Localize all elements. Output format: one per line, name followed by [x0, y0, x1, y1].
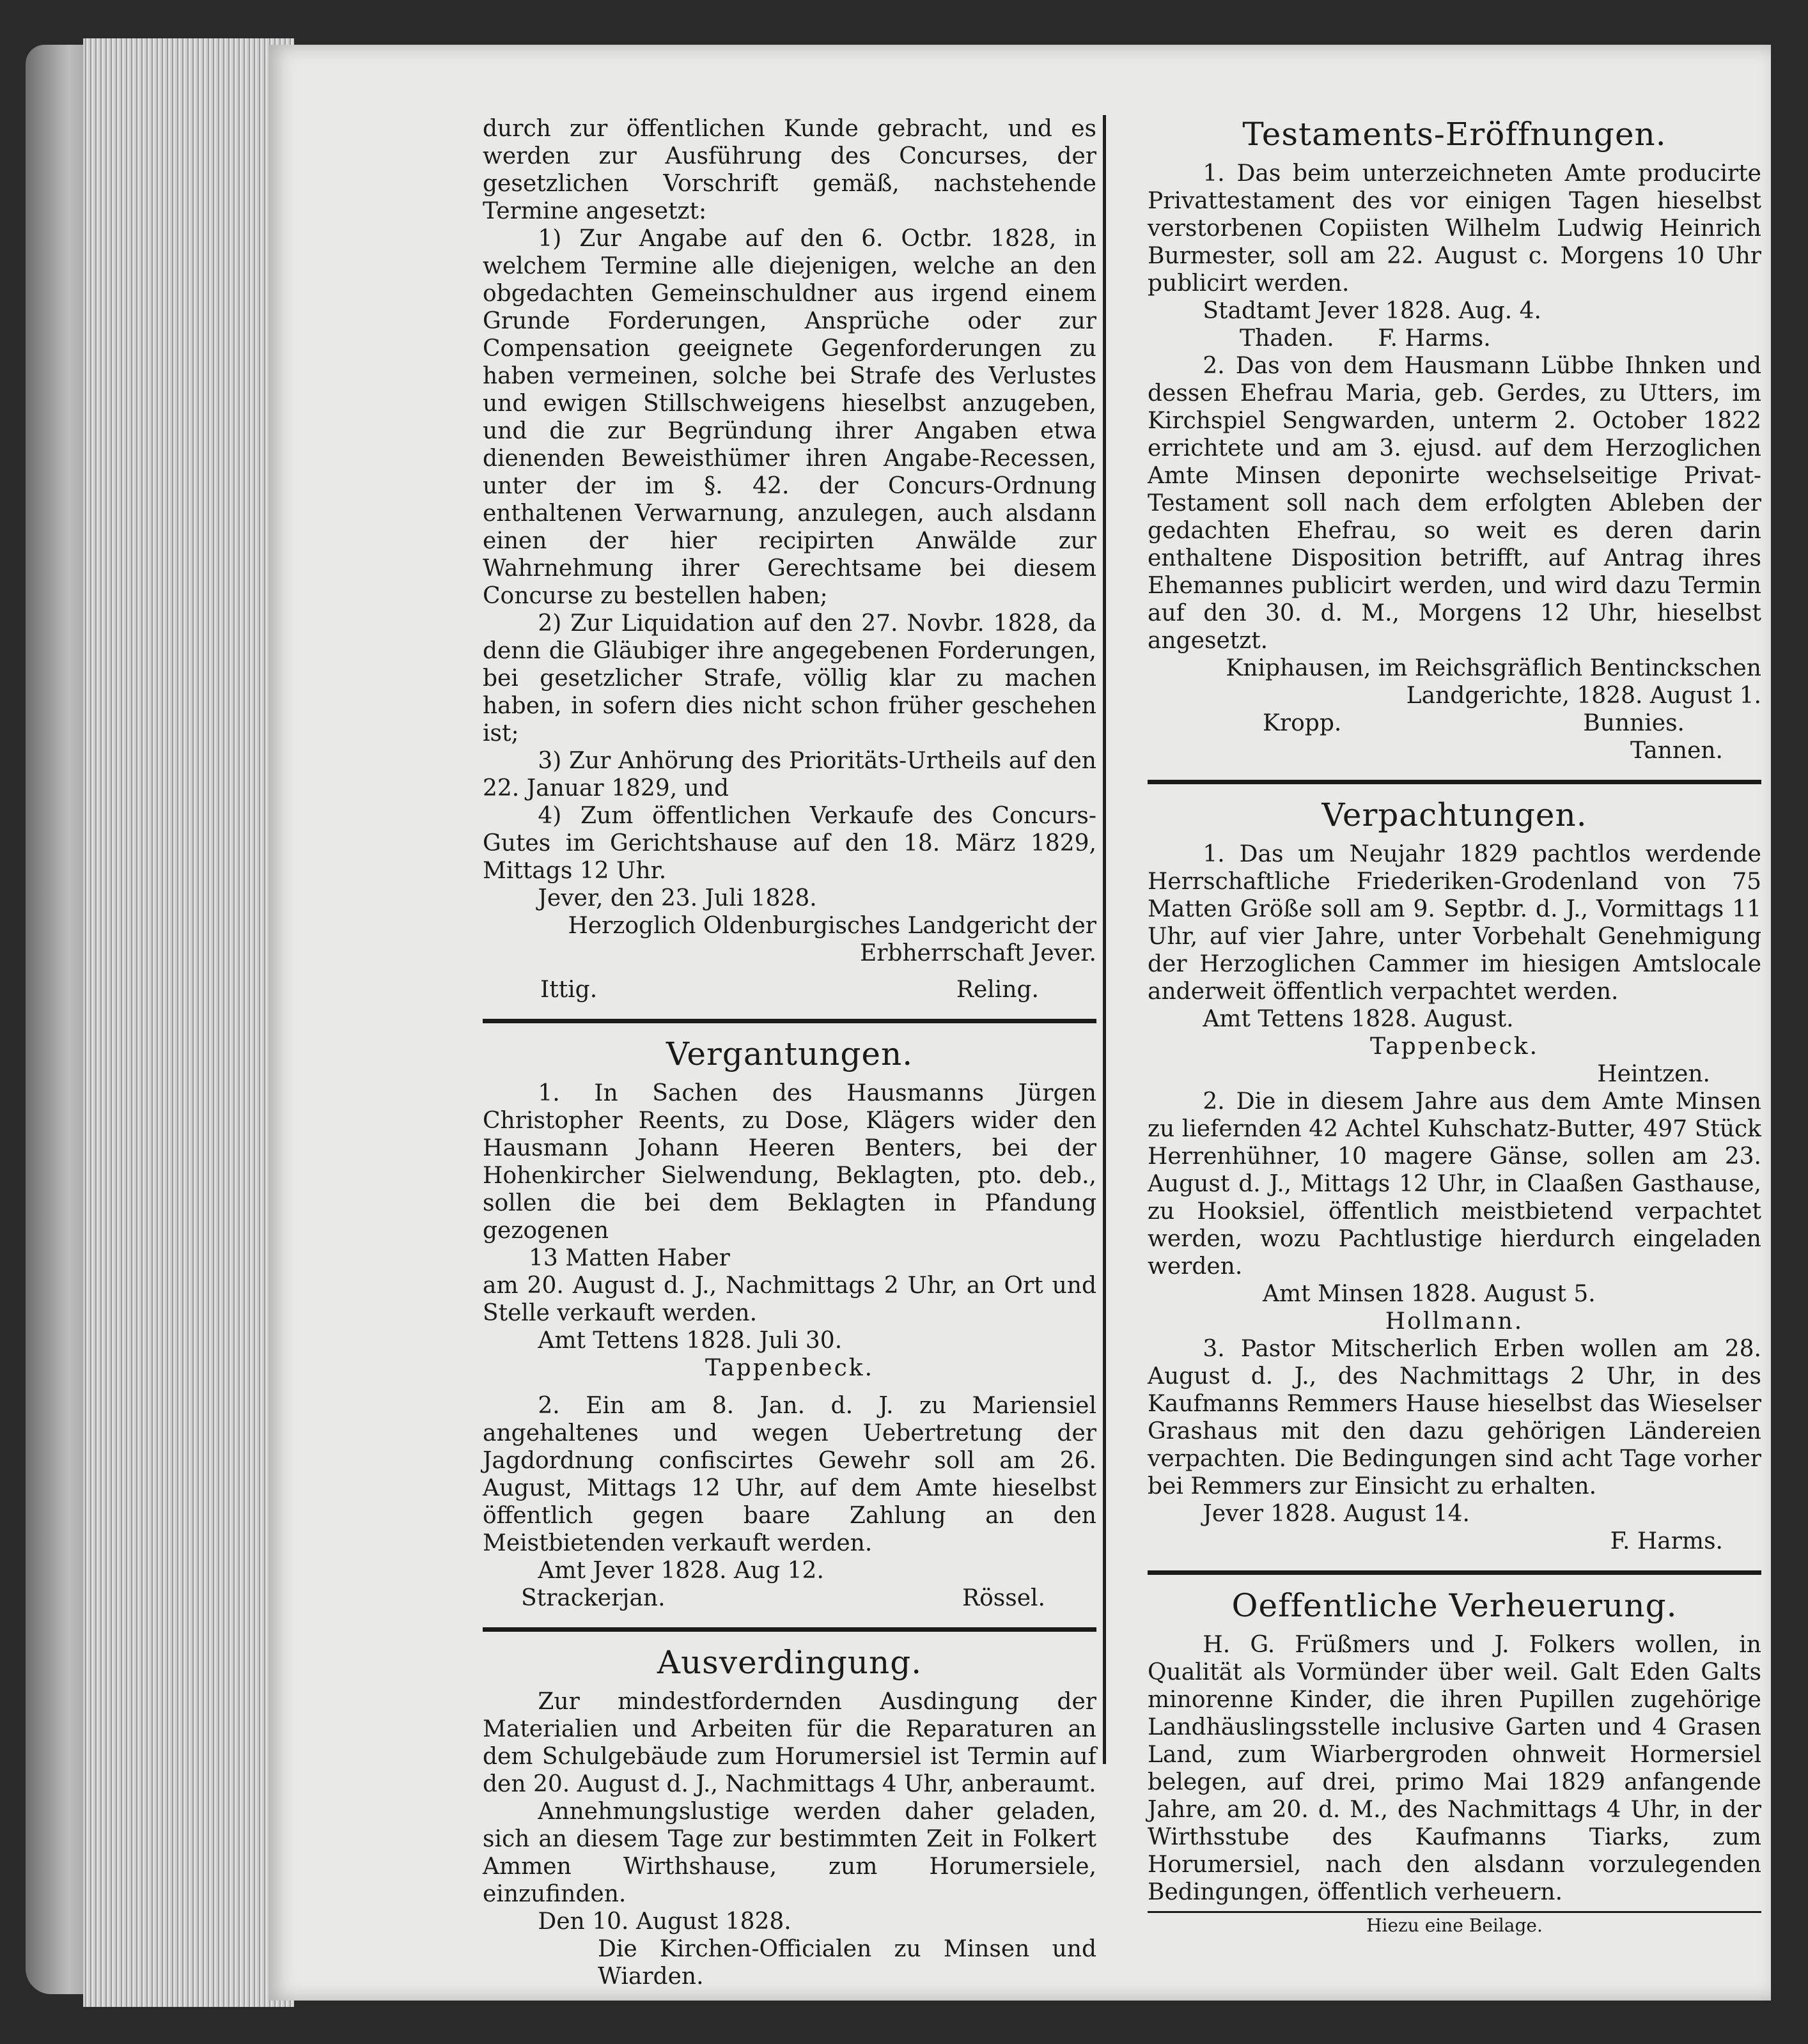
ausverdingung-text-2: Annehmungslustige werden daher geladen, sich an diesem Tage zur bestimmten Zeit in Folkert Ammen Wirthshause, zum Horumersiele, einzufinden.	[483, 1799, 1096, 1907]
vergantungen-item-1-signature: Tappenbeck.	[705, 1355, 875, 1381]
testamente-item-1-signature: Thaden. F. Harms.	[1240, 325, 1491, 352]
vergantungen-item-2-signature-right: Rössel.	[962, 1585, 1045, 1611]
verpachtungen-item-1-place: Amt Tettens 1828. August.	[1203, 1006, 1514, 1032]
section-rule	[483, 1019, 1096, 1023]
section-rule	[1148, 1570, 1761, 1575]
verpachtungen-item-3-signature: F. Harms.	[1610, 1528, 1723, 1554]
ausverdingung-signature: Die Kirchen-Officialen zu Minsen und Wiarden.	[598, 1936, 1096, 1990]
concurs-term-3: 3) Zur Anhörung des Prioritäts-Urtheils auf den 22. Januar 1829, und	[483, 748, 1096, 801]
verpachtungen-item-1-signature-1: Tappenbeck.	[1369, 1034, 1539, 1060]
vergantungen-item-2-place: Amt Jever 1828. Aug 12.	[538, 1558, 824, 1584]
verpachtungen-item-2: 2. Die in diesem Jahre aus dem Amte Minsen zu liefernden 42 Achtel Kuhschatz-Butter, 497 Stück Herrenhühner, 10 magere Gänse, sollen am 23. August d. J., Mittags 12 Uhr, in Claaßen Gasthause, zu Hooksiel, öffentlich meistbietend verpachtet werden, wozu Pachtlustige hierdurch eingeladen werden.	[1148, 1088, 1761, 1280]
vergantungen-goods: 13 Matten Haber	[529, 1245, 730, 1271]
concurs-term-1: 1) Zur Angabe auf den 6. Octbr. 1828, in welchem Termine alle diejenigen, welche an den obgedachten Gemeinschuldner aus irgend einem Grunde Forderungen, Ansprüche oder zur Compensation geeignete Gegenforderungen zu haben vermeinen, solche bei Strafe des Verlustes und ewigen Stillschweigens hieselbst anzugeben, und die zur Begründung ihrer Angaben etwa dienenden Beweisthümer ihren Angabe-Recessen, unter der im §. 42. der Concurs-Ordnung enthaltenen Verwarnung, anzulegen, auch alsdann einen der hier recipirten Anwälde zur Wahrnehmung ihrer Gerechtsame bei diesem Concurse zu bestellen haben;	[483, 226, 1096, 609]
testamente-item-2-signature-third: Tannen.	[1630, 738, 1723, 764]
verpachtungen-heading: Verpachtungen.	[1321, 796, 1587, 833]
verpachtungen-item-3-place: Jever 1828. August 14.	[1203, 1501, 1470, 1527]
section-rule	[1148, 780, 1761, 784]
right-column	[1148, 115, 1761, 1939]
testamente-item-2-signature-right: Bunnies.	[1583, 710, 1685, 736]
verpachtungen-item-1-signature-2: Heintzen.	[1597, 1061, 1710, 1087]
supplement-note: Hiezu eine Beilage.	[1366, 1915, 1543, 1936]
verpachtungen-item-3: 3. Pastor Mitscherlich Erben wollen am 28. August d. J., des Nachmittags 2 Uhr, in des Kaufmanns Remmers Hause hieselbst das Wieselser Grashaus mit den dazu gehörigen Ländereien verpachten. Die Bedingungen sind acht Tage vorher bei Remmers zur Einsicht zu erhalten.	[1148, 1336, 1761, 1499]
vergantungen-item-1-rest: am 20. August d. J., Nachmittags 2 Uhr, an Ort und Stelle verkauft werden.	[483, 1273, 1096, 1326]
testamente-item-1-place: Stadtamt Jever 1828. Aug. 4.	[1203, 298, 1542, 324]
section-rule	[483, 1627, 1096, 1632]
concurs-court: Herzoglich Oldenburgisches Landgericht der Erbherrschaft Jever.	[568, 913, 1096, 966]
ausverdingung-date: Den 10. August 1828.	[538, 1909, 791, 1935]
verpachtungen-item-2-signature: Hollmann.	[1385, 1308, 1524, 1335]
testamente-item-1: 1. Das beim unterzeichneten Amte producirte Privattestament des vor einigen Tagen hieselbst verstorbenen Copiisten Wilhelm Ludwig Heinrich Burmester, soll am 22. August c. Morgens 10 Uhr publicirt werden.	[1148, 160, 1761, 297]
testamente-item-2-signature-left: Kropp.	[1263, 710, 1342, 736]
vergantungen-item-2-signature-left: Strackerjan.	[521, 1585, 666, 1611]
concurs-intro: durch zur öffentlichen Kunde gebracht, und es werden zur Ausführung des Concurses, der gesetzlichen Vorschrift gemäß, nachstehende Termine angesetzt:	[483, 116, 1096, 224]
concurs-signature-right: Reling.	[956, 977, 1039, 1003]
testamente-item-2: 2. Das von dem Hausmann Lübbe Ihnken und dessen Ehefrau Maria, geb. Gerdes, zu Utters, im Kirchspiel Sengwarden, unterm 2. October 1822 errichtete und am 3. ejusd. auf dem Herzoglichen Amte Minsen deponirte wechselseitige Privat-Testament soll nach dem erfolgten Ableben der gedachten Ehefrau, so weit es deren darin enthaltene Disposition betrifft, auf Antrag ihres Ehemannes publicirt werden, und wird dazu Termin auf den 30. d. M., Morgens 12 Uhr, hieselbst angesetzt.	[1148, 353, 1761, 654]
concurs-term-4: 4) Zum öffentlichen Verkaufe des Concurs-Gutes im Gerichtshause auf den 18. März 1829, Mittags 12 Uhr.	[483, 803, 1096, 884]
verpachtungen-item-1: 1. Das um Neujahr 1829 pachtlos werdende Herrschaftliche Friederiken-Grodenland von 75 Matten Größe soll am 9. Septbr. d. J., Vormittags 11 Uhr, auf vier Jahre, unter Vorbehalt Genehmigung der Herzoglichen Cammer im hiesigen Amtslocale anderweit öffentlich verpachtet werden.	[1148, 841, 1761, 1005]
testamente-item-2-place: Kniphausen, im Reichsgräflich Bentinckschen Landgerichte, 1828. August 1.	[1226, 655, 1761, 709]
page-edges	[83, 38, 294, 2007]
verpachtungen-item-2-place: Amt Minsen 1828. August 5.	[1263, 1281, 1596, 1307]
vergantungen-item-1: 1. In Sachen des Hausmanns Jürgen Christopher Reents, zu Dose, Klägers wider den Hausmann Johann Heeren Benters, bei der Hohenkircher Sielwendung, Beklagten, pto. deb., sollen die bei dem Beklagten in Pfandung gezogenen	[483, 1080, 1096, 1244]
concurs-signature-left: Ittig.	[540, 977, 598, 1003]
column-divider	[1103, 115, 1106, 1764]
verheuerung-heading: Oeffentliche Verheuerung.	[1231, 1587, 1678, 1624]
verheuerung-text: H. G. Früßmers und J. Folkers wollen, in Qualität als Vormünder über weil. Galt Eden Galts minorenne Kinder, die ihren Pupillen zugehörige Landhäuslingsstelle inclusive Garten und 4 Grasen Land, zum Wiarbergroden ohnweit Hormersiel belegen, auf drei, primo Mai 1829 anfangende Jahre, am 20. d. M., des Nachmittags 4 Uhr, in der Wirthsstube des Kaufmanns Tiarks, zum Horumersiel, nach den alsdann vorzulegenden Bedingungen, öffentlich verheuern.	[1148, 1632, 1761, 1905]
concurs-term-2: 2) Zur Liquidation auf den 27. Novbr. 1828, da denn die Gläubiger ihre angegebenen Forderungen, bei gesetzlicher Strafe, völlig klar zu machen haben, in sofern dies nicht schon früher geschehen ist;	[483, 610, 1096, 747]
concurs-date: Jever, den 23. Juli 1828.	[538, 885, 817, 911]
vergantungen-item-2: 2. Ein am 8. Jan. d. J. zu Mariensiel angehaltenes und wegen Uebertretung der Jagdordnung confiscirtes Gewehr soll am 26. August, Mittags 12 Uhr, auf dem Amte hieselbst öffentlich gegen baare Zahlung an den Meistbietenden verkauft werden.	[483, 1393, 1096, 1556]
newspaper-page	[269, 45, 1771, 2001]
vergantungen-item-1-place: Amt Tettens 1828. Juli 30.	[538, 1328, 843, 1354]
ausverdingung-text-1: Zur mindestfordernden Ausdingung der Materialien und Arbeiten für die Reparaturen an dem Schulgebäude zum Horumersiel ist Termin auf den 20. August d. J., Nachmittags 4 Uhr, anberaumt.	[483, 1689, 1096, 1797]
testamente-heading: Testaments-Eröffnungen.	[1242, 116, 1667, 153]
left-column	[483, 115, 1096, 1990]
vergantungen-heading: Vergantungen.	[666, 1035, 914, 1072]
ausverdingung-heading: Ausverdingung.	[657, 1644, 923, 1681]
